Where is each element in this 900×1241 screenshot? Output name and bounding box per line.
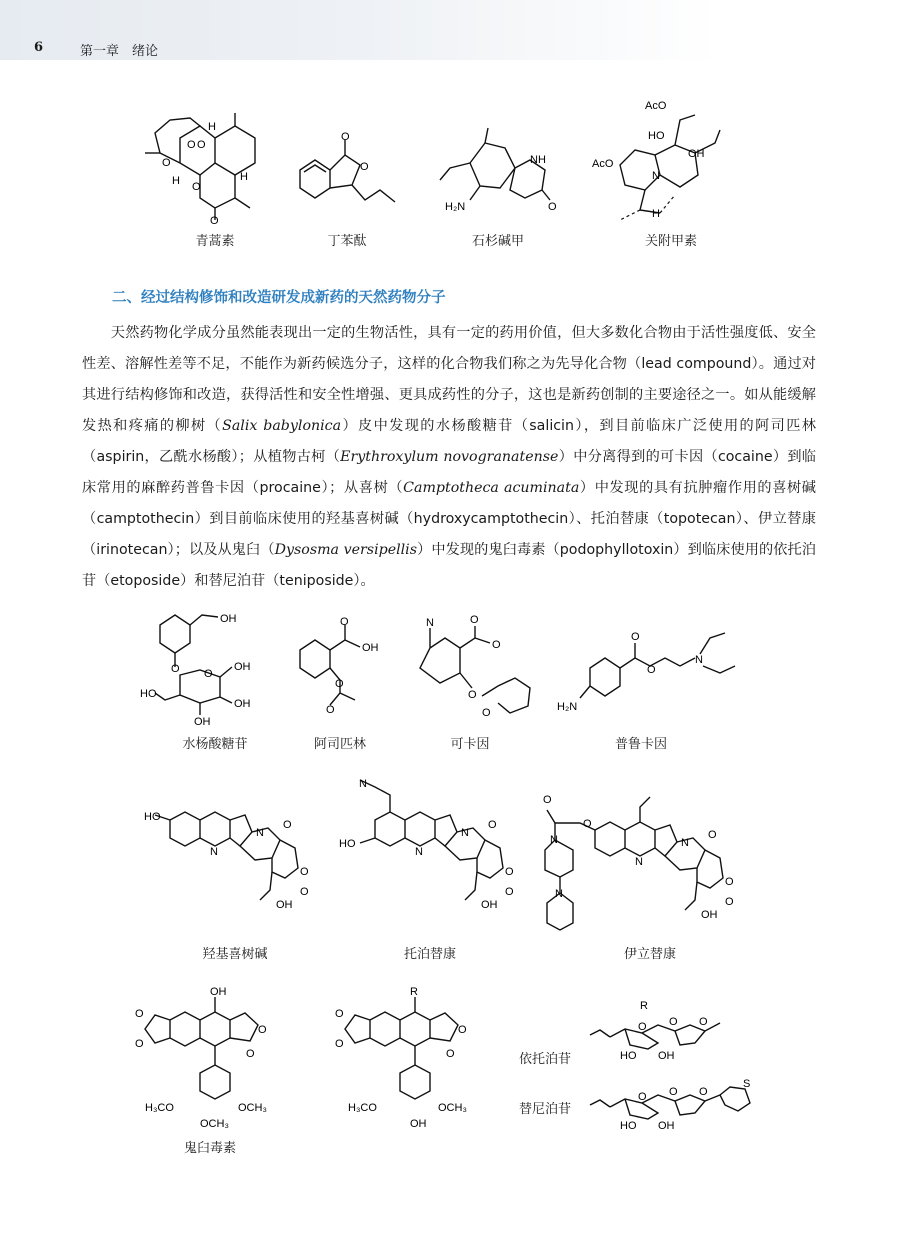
atom-label: OH	[234, 661, 251, 673]
atom-label: O	[210, 215, 219, 227]
caption-guanfu: 关附甲素	[644, 234, 697, 249]
caption-butylphthalide: 丁苯酞	[327, 234, 367, 249]
etoposide-sugar-structure	[580, 995, 740, 1065]
caption-cocaine: 可卡因	[450, 737, 490, 752]
section-heading: 二、经过结构修饰和改造研发成新药的天然药物分子	[112, 290, 446, 306]
atom-label: O	[543, 794, 552, 806]
atom-label: O	[335, 1008, 344, 1020]
atom-label: O	[631, 631, 640, 643]
atom-label: OH	[410, 1118, 427, 1130]
atom-label: O	[246, 1048, 255, 1060]
latin-name: Erythroxylum novogranatense	[340, 449, 559, 465]
atom-label: O	[638, 1091, 647, 1103]
atom-label: HO	[339, 838, 356, 850]
podophyllotoxin-structure	[130, 985, 290, 1135]
atom-label: OCH₃	[438, 1102, 467, 1114]
atom-label: O	[360, 161, 369, 173]
atom-label: O	[340, 616, 349, 628]
atom-label: O	[669, 1016, 678, 1028]
atom-label: HO	[140, 688, 157, 700]
atom-label: O	[258, 1024, 267, 1036]
caption-huperzine: 石杉碱甲	[471, 234, 524, 249]
atom-label: OH	[688, 148, 705, 160]
etoposide-core-structure	[330, 985, 490, 1135]
salicin-structure	[140, 605, 270, 725]
atom-label: N	[415, 846, 423, 858]
atom-label: O	[708, 829, 717, 841]
atom-label: O	[482, 707, 491, 718]
atom-label: O	[335, 678, 344, 690]
paragraph-text: ）皮中发现的水杨酸糖苷（salicin），到目前临床广泛使用的阿司匹林（aspirin，乙酰水杨酸）；从植物古柯（	[82, 418, 816, 465]
r-label-teniposide: 替尼泊苷	[518, 1102, 571, 1117]
atom-label: OH	[362, 642, 379, 654]
atom-label: O	[492, 639, 501, 651]
hydroxycamptothecin-structure	[140, 800, 320, 920]
caption-procaine: 普鲁卡因	[614, 737, 667, 752]
atom-label: O	[468, 689, 477, 701]
r-label-etoposide: 依托泊苷	[518, 1052, 571, 1067]
huperzine-structure	[430, 118, 560, 218]
atom-label: OH	[220, 613, 237, 625]
caption-artemisinin: 青蒿素	[195, 234, 235, 249]
atom-label: N	[359, 778, 367, 790]
atom-label: AcO	[645, 100, 667, 112]
atom-label: N	[426, 617, 434, 629]
atom-label: O	[197, 139, 206, 151]
atom-label: N	[681, 837, 689, 849]
atom-label: N	[256, 827, 264, 839]
topotecan-structure	[335, 775, 525, 920]
butylphthalide-structure	[290, 130, 410, 220]
atom-label: H₂N	[445, 201, 466, 213]
atom-label: O	[725, 876, 734, 888]
atom-label: OH	[658, 1120, 675, 1132]
atom-label: O	[326, 704, 335, 715]
latin-name: Camptotheca acuminata	[403, 480, 580, 496]
atom-label: N	[550, 834, 558, 846]
atom-label: OH	[194, 716, 211, 725]
atom-label: HO	[648, 130, 665, 142]
paragraph-text: ）中分离得到的可卡因（cocaine）到临床常用的麻醉药普鲁卡因（procaine）；从喜树（	[82, 449, 816, 496]
atom-label: O	[283, 819, 292, 831]
atom-label: O	[204, 668, 213, 680]
latin-name: Dysosma versipellis	[274, 542, 417, 558]
paragraph-text: ）中发现的鬼臼毒素（podophyllotoxin）到临床使用的依托泊苷（etoposide）和替尼泊苷（teniposide）。	[82, 542, 816, 589]
atom-label: O	[162, 157, 171, 169]
atom-label: O	[647, 664, 656, 676]
atom-label: OH	[658, 1050, 675, 1062]
atom-label: OCH₃	[238, 1102, 267, 1114]
atom-label: O	[135, 1008, 144, 1020]
atom-label: N	[555, 888, 563, 900]
atom-label: R	[410, 986, 418, 998]
atom-label: R	[640, 1000, 648, 1012]
paragraph-text: 天然药物化学成分虽然能表现出一定的生物活性，具有一定的药用价值，但大多数化合物由于活性强度低、安全性差、溶解性差等不足，不能作为新药候选分子，这样的化合物我们称之为先导化合物（lead compound）。通过对其进行结构修饰和改造，获得活性和安全性增强、更具成药性的分子，这也是新药创制的主要途径之一。如从能缓解发热和疼痛的柳树（	[82, 325, 816, 434]
atom-label: N	[461, 827, 469, 839]
atom-label: O	[470, 614, 479, 626]
atom-label: H₂N	[557, 701, 578, 713]
paragraph-text: ）中发现的具有抗肿瘤作用的喜树碱（camptothecin）到目前临床使用的羟基喜树碱（hydroxycamptothecin）、托泊替康（topotecan）、伊立替康（irinotecan）；以及从鬼臼（	[82, 480, 816, 558]
atom-label: O	[699, 1086, 708, 1098]
caption-aspirin: 阿司匹林	[313, 737, 366, 752]
atom-label: HO	[620, 1120, 637, 1132]
atom-label: OH	[481, 899, 498, 911]
caption-salicin: 水杨酸糖苷	[182, 737, 248, 752]
irinotecan-structure	[535, 785, 745, 945]
aspirin-structure	[290, 615, 390, 715]
atom-label: O	[505, 886, 514, 898]
atom-label: H₃CO	[145, 1102, 174, 1114]
body-paragraph	[82, 318, 816, 597]
atom-label: O	[638, 1021, 647, 1033]
atom-label: N	[635, 856, 643, 868]
page-number: 6	[34, 40, 44, 55]
procaine-structure	[555, 618, 745, 718]
caption-topotecan: 托泊替康	[403, 947, 456, 962]
atom-label: HO	[620, 1050, 637, 1062]
atom-label: O	[488, 819, 497, 831]
atom-label: O	[187, 139, 196, 151]
atom-label: O	[699, 1016, 708, 1028]
atom-label: S	[743, 1078, 751, 1090]
atom-label: O	[458, 1024, 467, 1036]
atom-label: OH	[210, 986, 227, 998]
atom-label: O	[725, 896, 734, 908]
atom-label: H	[208, 121, 216, 133]
atom-label: O	[446, 1048, 455, 1060]
atom-label: O	[583, 818, 592, 830]
caption-irinotecan: 伊立替康	[623, 947, 676, 962]
latin-name: Salix babylonica	[222, 418, 342, 434]
atom-label: O	[335, 1038, 344, 1050]
atom-label: O	[135, 1038, 144, 1050]
atom-label: N	[652, 170, 660, 182]
atom-label: AcO	[592, 158, 614, 170]
caption-hydroxycamptothecin: 羟基喜树碱	[202, 947, 268, 962]
teniposide-sugar-structure	[580, 1075, 760, 1135]
atom-label: O	[192, 181, 201, 193]
atom-label: OH	[701, 909, 718, 921]
atom-label: H	[240, 171, 248, 183]
artemisinin-structure	[140, 108, 270, 228]
atom-label: O	[669, 1086, 678, 1098]
atom-label: H	[652, 208, 660, 220]
atom-label: O	[171, 663, 180, 675]
atom-label: OCH₃	[200, 1118, 229, 1130]
atom-label: HO	[144, 811, 161, 823]
atom-label: OH	[276, 899, 293, 911]
guanfu-structure	[590, 95, 730, 225]
caption-podophyllotoxin: 鬼臼毒素	[183, 1141, 236, 1156]
cocaine-structure	[410, 608, 540, 718]
atom-label: OH	[234, 698, 251, 710]
atom-label: O	[300, 886, 309, 898]
atom-label: H₃CO	[348, 1102, 377, 1114]
atom-label: O	[505, 866, 514, 878]
atom-label: N	[210, 846, 218, 858]
atom-label: N	[695, 654, 703, 666]
atom-label: O	[341, 131, 350, 143]
atom-label: O	[548, 201, 557, 213]
atom-label: H	[172, 175, 180, 187]
chapter-title: 第一章 绪论	[80, 44, 159, 59]
atom-label: NH	[530, 154, 546, 166]
atom-label: O	[300, 866, 309, 878]
